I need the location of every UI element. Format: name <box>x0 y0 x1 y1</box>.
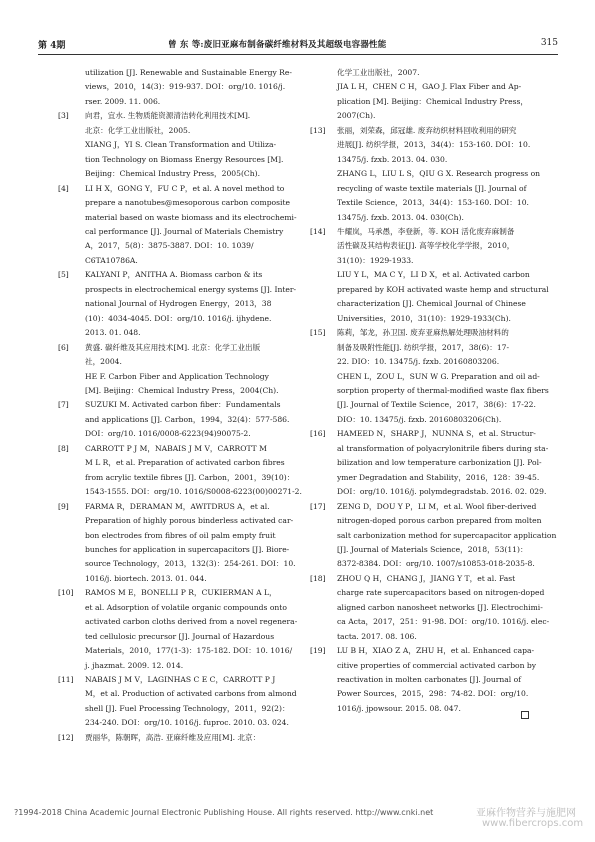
reference-line: utilization [J]. Renewable and Sustainable Energy Re- <box>85 68 292 77</box>
reference-line: views，2010，14(3)：919-937. DOI：org/10. 1016/j. <box>85 82 286 92</box>
reference-line: JIA L H，CHEN C H，GAO J. Flax Fiber and Ap- <box>337 82 522 92</box>
reference-line: 1543-1555. DOI：org/10. 1016/S0008-6223(00)00271-2. <box>85 487 302 497</box>
reference-line: 22. DIO：10. 13475/j. fzxb. 20160803206. <box>337 357 500 367</box>
reference-number: [19] <box>310 646 326 656</box>
reference-line: KALYANI P，ANITHA A. Biomass carbon & its <box>85 270 263 280</box>
reference-number: [10] <box>58 588 74 598</box>
reference-line: Universities，2010，31(10)：1929-1933(Ch). <box>337 313 511 323</box>
reference-line: bon electrodes from fibres of oil palm empty fruit <box>85 530 276 540</box>
reference-line: 活性碳及其结构表征[J]. 高等学校化学学报，2010， <box>337 241 515 251</box>
page-number: 315 <box>540 38 558 48</box>
reference-entry <box>58 341 306 399</box>
reference-line: XIANG J，YI S. Clean Transformation and Utiliza- <box>85 140 277 150</box>
reference-line: national Journal of Hydrogen Energy，2013，38 <box>85 299 272 309</box>
reference-line: tion Technology on Biomass Energy Resources [M]. <box>85 154 284 164</box>
end-of-article-mark <box>521 711 529 719</box>
reference-line: cal performance [J]. Journal of Materials Chemistry <box>85 226 284 236</box>
reference-line: 2013. 01. 048. <box>85 328 141 338</box>
issue-label: 第 4期 <box>38 41 66 51</box>
reference-line: and applications [J]. Carbon，1994，32(4)：577-586. <box>85 414 290 424</box>
reference-number: [7] <box>58 400 69 410</box>
reference-entry <box>310 124 558 225</box>
reference-line: ZHANG L，LIU L S，QIU G X. Research progress on <box>337 169 541 179</box>
reference-entry <box>310 644 558 716</box>
reference-line: LU B H，XIAO Z A，ZHU H，et al. Enhanced capa- <box>337 646 535 656</box>
reference-number: [18] <box>310 573 326 583</box>
reference-line: Materials，2010，177(1-3)：175-182. DOI：10. 1016/ <box>85 646 293 656</box>
reference-number: [3] <box>58 111 69 121</box>
reference-line: RAMOS M E，BONELLI P R，CUKIERMAN A L， <box>85 588 277 598</box>
reference-line: 2007(Ch). <box>337 111 376 121</box>
reference-entry <box>58 398 306 441</box>
references-left-column <box>58 66 306 745</box>
reference-line: DOI：org/10. 1016/j. polymdegradstab. 2016. 02. 029. <box>337 487 547 497</box>
reference-line: 社，2004. <box>85 357 122 367</box>
reference-line: 13475/j. fzxb. 2013. 04. 030. <box>337 154 448 164</box>
reference-line: Beijing：Chemical Industry Press，2005(Ch). <box>85 169 260 179</box>
reference-number: [11] <box>58 675 74 685</box>
reference-line: 8372-8384. DOI：org/10. 1007/s10853-018-2035-8. <box>337 559 535 569</box>
reference-entry <box>58 109 306 181</box>
reference-line: ca Acta，2017，251：91-98. DOI：org/10. 1016/j. elec- <box>337 617 550 627</box>
reference-line: 1016/j. jpowsour. 2015. 08. 047. <box>337 703 461 713</box>
reference-line: 1016/j. biortech. 2013. 01. 044. <box>85 573 207 583</box>
reference-line: prepared by KOH activated waste hemp and structural <box>337 284 549 294</box>
header-rule <box>38 54 558 55</box>
reference-line: sorption property of thermal-modified waste flax fibers <box>337 385 549 395</box>
reference-line: nitrogen-doped porous carbon prepared from molten <box>337 516 542 526</box>
reference-entry <box>310 500 558 572</box>
reference-line: al transformation of polyacrylonitrile fibers during sta- <box>337 443 549 453</box>
reference-line: (10)：4034-4045. DOI：org/10. 1016/j. ijhydene. <box>85 313 272 323</box>
reference-line: 制备及吸附性能[J]. 纺织学报，2017，38(6)：17- <box>337 342 510 352</box>
reference-line: source Technology，2013，132(3)：254-261. DOI：10. <box>85 559 296 569</box>
reference-line: FARMA R，DERAMAN M，AWITDRUS A，et al. <box>85 501 270 511</box>
reference-entry <box>58 66 306 109</box>
reference-line: DIO：10. 13475/j. fzxb. 20160803206(Ch). <box>337 414 502 424</box>
reference-line: CARROTT P J M，NABAIS J M V，CARROTT M <box>85 443 267 453</box>
running-title: 曾 东 等:废旧亚麻布制备碳纤维材料及其超级电容器性能 <box>168 40 387 50</box>
reference-line: Preparation of highly porous binderless activated car- <box>85 516 294 526</box>
reference-entry <box>58 268 306 340</box>
reference-number: [15] <box>310 328 326 338</box>
reference-line: ted cellulosic precursor [J]. Journal of Hazardous <box>85 631 275 641</box>
reference-number: [16] <box>310 429 326 439</box>
reference-entry <box>310 66 558 124</box>
reference-line: 13475/j. fzxb. 2013. 04. 030(Ch). <box>337 212 464 222</box>
reference-entry <box>310 572 558 644</box>
reference-line: rser. 2009. 11. 006. <box>85 96 161 106</box>
reference-entry <box>310 427 558 499</box>
reference-line: citive properties of commercial activated carbon by <box>337 660 537 670</box>
reference-line: CHEN L，ZOU L，SUN W G. Preparation and oil ad- <box>337 371 540 381</box>
reference-line: salt carbonization method for supercapacitor application <box>337 530 557 540</box>
reference-number: [17] <box>310 501 326 511</box>
reference-line: Power Sources，2015，298：74-82. DOI：org/10. <box>337 689 529 699</box>
reference-entry <box>58 442 306 500</box>
reference-line: ZHOU Q H，CHANG J，JIANG Y T，et al. Fast <box>337 573 516 583</box>
reference-line: et al. Adsorption of volatile organic compounds onto <box>85 602 287 612</box>
reference-line: reactivation in molten carbonates [J]. Journal of <box>337 675 522 685</box>
reference-line: LIU Y L，MA C Y，LI D X，et al. Activated carbon <box>337 270 530 280</box>
reference-line: SUZUKI M. Activated carbon fiber：Fundamentals <box>85 400 281 410</box>
reference-line: charge rate supercapacitors based on nitrogen-doped <box>337 588 545 598</box>
reference-line: 化学工业出版社，2007. <box>337 68 420 77</box>
reference-number: [12] <box>58 732 74 742</box>
reference-line: j. jhazmat. 2009. 12. 014. <box>85 660 184 670</box>
reference-line: from acrylic textile fibres [J]. Carbon，2001，39(10)： <box>85 472 295 482</box>
reference-line: 234-240. DOI：org/10. 1016/j. fuproc. 2010. 03. 024. <box>85 718 289 728</box>
reference-line: LI H X，GONG Y，FU C P，et al. A novel method to <box>85 183 285 193</box>
reference-line: [J]. Journal of Materials Science，2018，53(11)： <box>337 544 528 554</box>
reference-line: ZENG D，DOU Y P，LI M，et al. Wool fiber-derived <box>337 501 537 511</box>
reference-line: tacta. 2017. 08. 106. <box>337 631 417 641</box>
watermark-text: 亚麻作物营养与施肥网 <box>476 808 576 819</box>
reference-line: 黄盛. 碳纤维及其应用技术[M]. 北京：化学工业出版 <box>85 342 261 352</box>
reference-number: [4] <box>58 183 69 193</box>
reference-line: [M]. Beijing：Chemical Industry Press，2004(Ch). <box>85 385 279 395</box>
reference-line: C6TA10786A. <box>85 255 138 265</box>
reference-entry <box>310 326 558 427</box>
reference-line: NABAIS J M V，LAGINHAS C E C，CARROTT P J <box>85 675 276 685</box>
reference-entry <box>58 586 306 673</box>
reference-entry <box>58 731 306 745</box>
reference-line: 陈莉，邹龙，孙卫国. 废弃亚麻热解处理吸油材料的 <box>337 328 509 338</box>
reference-line: bilization and low temperature carbonization [J]. Pol- <box>337 458 542 468</box>
reference-line: 张丽，刘荣森，邱冠雄. 废弃纺织材料回收利用的研究 <box>337 125 517 135</box>
references-right-column <box>310 66 558 716</box>
copyright-footer: ?1994-2018 China Academic Journal Electronic Publishing House. All rights reserved. http://www.cnki.net <box>14 808 434 817</box>
reference-line: [J]. Journal of Textile Science，2017，38(6)：17-22. <box>337 400 536 410</box>
reference-line: plication [M]. Beijing：Chemical Industry Press， <box>337 96 529 106</box>
reference-line: 牛耀岚，马承愚，李登新，等. KOH 活化废弃麻制备 <box>337 226 515 236</box>
reference-entry <box>58 673 306 731</box>
reference-line: prepare a nanotubes@mesoporous carbon composite <box>85 198 290 208</box>
reference-line: bunches for application in supercapacitors [J]. Biore- <box>85 544 290 554</box>
reference-number: [8] <box>58 443 69 453</box>
reference-entry <box>58 500 306 587</box>
reference-line: Textile Science，2013，34(4)：153-160. DOI：10. <box>337 198 529 208</box>
reference-line: HE F. Carbon Fiber and Application Technology <box>85 371 269 381</box>
reference-line: 北京：化学工业出版社，2005. <box>85 125 191 135</box>
reference-number: [5] <box>58 270 69 280</box>
running-header <box>38 38 558 54</box>
reference-number: [13] <box>310 125 326 135</box>
reference-line: 进展[J]. 纺织学报，2013，34(4)：153-160. DOI：10. <box>337 140 531 150</box>
reference-line: 贾丽华，陈朝晖，高浩. 亚麻纤维及应用[M]. 北京： <box>85 732 261 742</box>
reference-number: [14] <box>310 226 326 236</box>
reference-line: 向君，宜水. 生物质能资源清洁转化利用技术[M]. <box>85 111 251 121</box>
reference-line: DOI：org/10. 1016/0008-6223(94)90075-2. <box>85 429 251 439</box>
watermark-url: www.fibercrops.com <box>482 818 584 829</box>
reference-line: M L R，et al. Preparation of activated carbon fibres <box>85 458 285 468</box>
reference-line: M，et al. Production of activated carbons from almond <box>85 689 297 699</box>
reference-line: characterization [J]. Chemical Journal of Chinese <box>337 299 526 309</box>
reference-line: activated carbon cloths derived from a novel regenera- <box>85 617 298 627</box>
reference-line: 31(10)：1929-1933. <box>337 255 414 265</box>
reference-line: aligned carbon nanosheet networks [J]. Electrochimi- <box>337 602 543 612</box>
reference-line: material based on waste biomass and its electrochemi- <box>85 212 297 222</box>
reference-line: HAMEED N，SHARP J，NUNNA S，et al. Structur- <box>337 429 536 439</box>
reference-line: shell [J]. Fuel Processing Technology，2011，92(2)： <box>85 703 290 713</box>
reference-line: prospects in electrochemical energy systems [J]. Inter- <box>85 284 297 294</box>
reference-entry <box>58 182 306 269</box>
reference-entry <box>310 225 558 326</box>
reference-number: [9] <box>58 501 69 511</box>
reference-line: recycling of waste textile materials [J]. Journal of <box>337 183 527 193</box>
reference-number: [6] <box>58 342 69 352</box>
reference-line: A，2017，5(8)：3875-3887. DOI：10. 1039/ <box>85 241 254 251</box>
reference-line: ymer Degradation and Stability，2016，128：39-45. <box>337 472 540 482</box>
